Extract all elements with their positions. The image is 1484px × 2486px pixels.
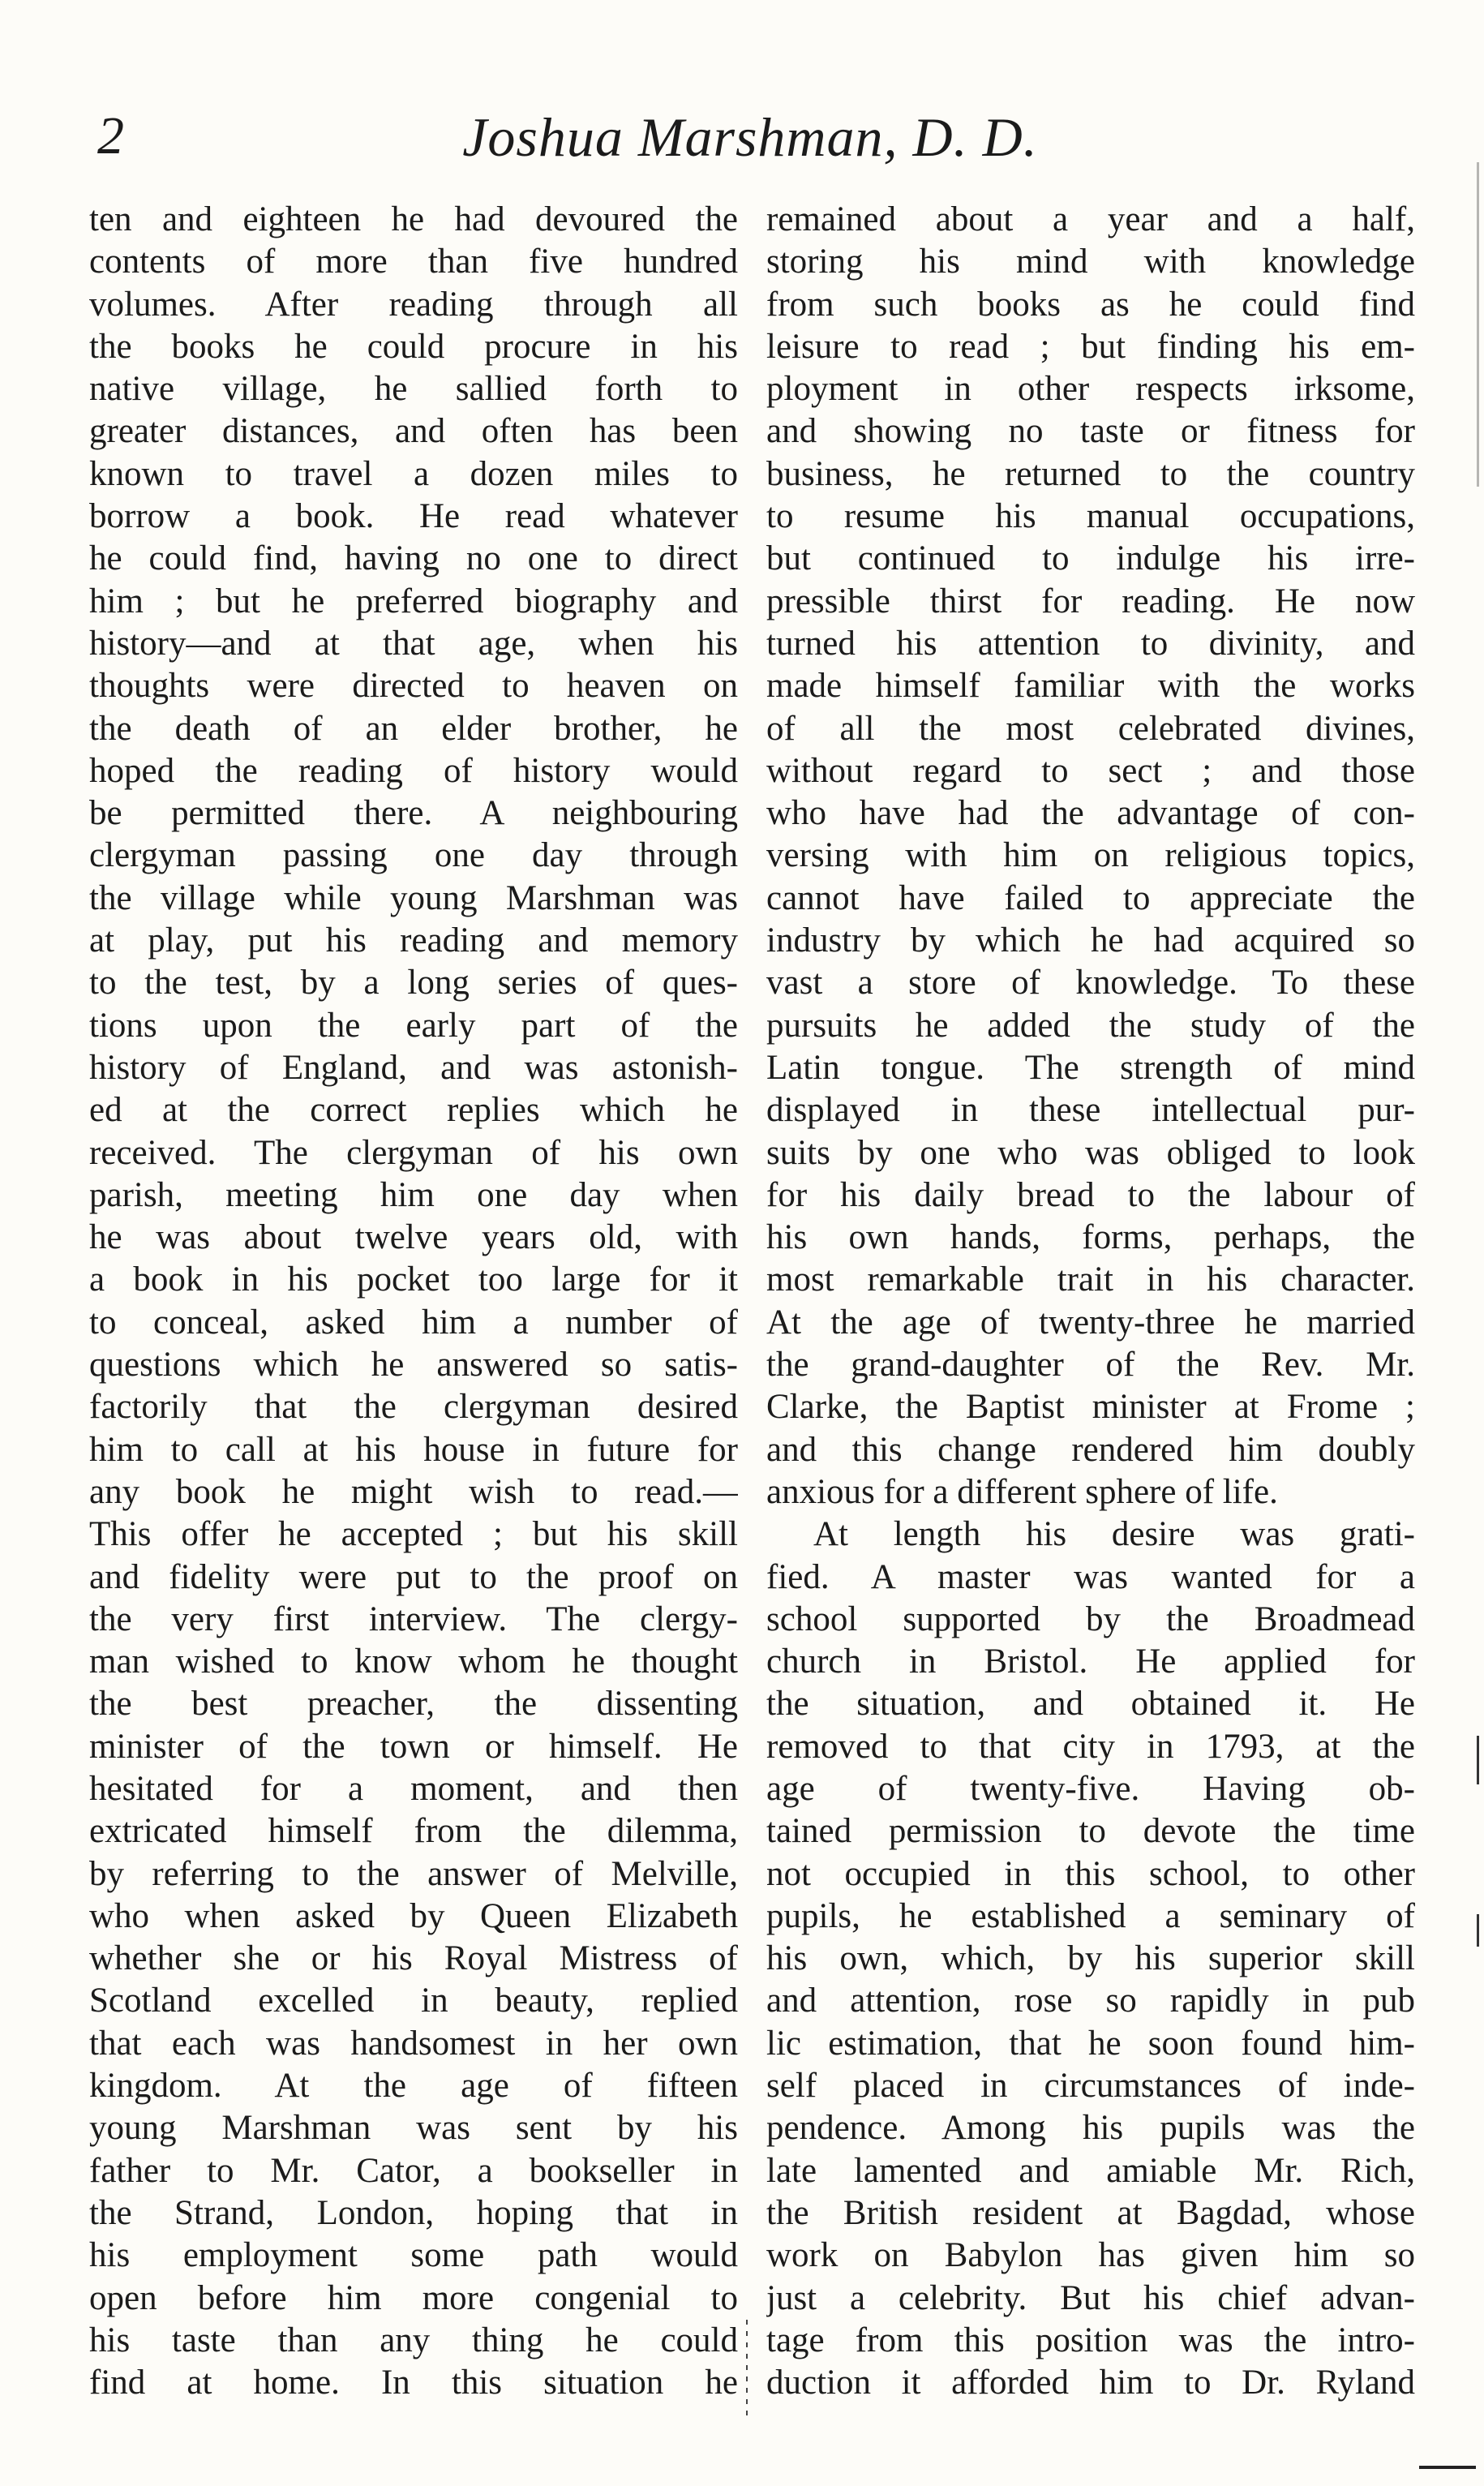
text-line: his own, which, by his superior skill [766, 1939, 1415, 1978]
text-line: known to travel a dozen miles to [89, 454, 738, 493]
text-line: hoped the reading of history would [89, 751, 738, 790]
text-line: Latin tongue. The strength of mind [766, 1048, 1415, 1087]
text-line: ten and eighteen he had devoured the [89, 200, 738, 238]
text-line: him to call at his house in future for [89, 1430, 738, 1469]
text-line: his taste than any thing he could [89, 2321, 738, 2359]
text-line: ployment in other respects irksome, [766, 370, 1415, 409]
text-line: duction it afforded him to Dr. Ryland [766, 2364, 1415, 2402]
text-line: anxious for a different sphere of life. [766, 1472, 1278, 1511]
text-line: the grand-daughter of the Rev. Mr. [766, 1346, 1415, 1385]
text-line: man wished to know whom he thought [89, 1642, 738, 1681]
text-line: tions upon the early part of the [89, 1006, 738, 1045]
text-line: not occupied in this school, to other [766, 1854, 1415, 1893]
text-line: clergyman passing one day through [89, 836, 738, 875]
text-line: remained about a year and a half, [766, 200, 1415, 238]
text-line: the situation, and obtained it. He [766, 1685, 1415, 1724]
column-divider [746, 2320, 748, 2417]
text-line: but continued to indulge his irre- [766, 539, 1415, 578]
text-line: volumes. After reading through all [89, 285, 738, 324]
text-line: age of twenty-five. Having ob- [766, 1769, 1415, 1808]
text-line: minister of the town or himself. He [89, 1727, 738, 1766]
text-line: Clarke, the Baptist minister at Frome ; [766, 1388, 1415, 1427]
text-line: and showing no taste or fitness for [766, 412, 1415, 451]
text-line: him ; but he preferred biography and [89, 582, 738, 620]
text-line: factorily that the clergyman desired [89, 1388, 738, 1427]
text-line: pursuits he added the study of the [766, 1006, 1415, 1045]
text-column-left [89, 199, 738, 2405]
text-line: the British resident at Bagdad, whose [766, 2193, 1415, 2232]
text-line: without regard to sect ; and those [766, 751, 1415, 790]
text-line: he was about twelve years old, with [89, 1218, 738, 1257]
text-line: from such books as he could find [766, 285, 1415, 324]
text-line: history of England, and was astonish- [89, 1048, 738, 1087]
text-line: displayed in these intellectual pur- [766, 1091, 1415, 1130]
text-line: be permitted there. A neighbouring [89, 794, 738, 833]
page-edge-mark [1477, 1736, 1479, 1784]
text-line: pressible thirst for reading. He now [766, 582, 1415, 620]
text-line: who have had the advantage of con- [766, 794, 1415, 833]
text-line: pupils, he established a seminary of [766, 1896, 1415, 1935]
text-line: At the age of twenty-three he married [766, 1303, 1415, 1342]
text-line: to the test, by a long series of ques- [89, 964, 738, 1003]
text-line: versing with him on religious topics, [766, 836, 1415, 875]
text-line: suits by one who was obliged to look [766, 1133, 1415, 1172]
text-line: industry by which he had acquired so [766, 921, 1415, 960]
text-line: he could find, having no one to direct [89, 539, 738, 578]
text-line: Scotland excelled in beauty, replied [89, 1982, 738, 2020]
text-line: pendence. Among his pupils was the [766, 2109, 1415, 2148]
text-line: to conceal, asked him a number of [89, 1303, 738, 1342]
text-line: contents of more than five hundred [89, 243, 738, 281]
text-line: the best preacher, the dissenting [89, 1685, 738, 1724]
text-line: borrow a book. He read whatever [89, 497, 738, 536]
text-line: questions which he answered so satis- [89, 1346, 738, 1385]
text-line: young Marshman was sent by his [89, 2109, 738, 2148]
text-line: removed to that city in 1793, at the [766, 1727, 1415, 1766]
text-line: thoughts were directed to heaven on [89, 667, 738, 706]
page-header [89, 97, 1411, 195]
text-line: his own hands, forms, perhaps, the [766, 1218, 1415, 1257]
text-line: This offer he accepted ; but his skill [89, 1515, 738, 1554]
text-line: whether she or his Royal Mistress of [89, 1939, 738, 1978]
text-line: cannot have failed to appreciate the [766, 878, 1415, 917]
text-line: father to Mr. Cator, a bookseller in [89, 2151, 738, 2190]
text-line: any book he might wish to read.— [89, 1472, 738, 1511]
text-line: vast a store of knowledge. To these [766, 964, 1415, 1003]
text-line: self placed in circumstances of inde- [766, 2067, 1415, 2106]
text-line: lic estimation, that he soon found him- [766, 2024, 1415, 2063]
text-line: at play, put his reading and memory [89, 921, 738, 960]
text-line: made himself familiar with the works [766, 667, 1415, 706]
text-line: most remarkable trait in his character. [766, 1260, 1415, 1299]
text-line: church in Bristol. He applied for [766, 1642, 1415, 1681]
text-line: parish, meeting him one day when [89, 1175, 738, 1214]
text-line: the death of an elder brother, he [89, 709, 738, 748]
text-line: received. The clergyman of his own [89, 1133, 738, 1172]
text-line: to resume his manual occupations, [766, 497, 1415, 536]
text-line: hesitated for a moment, and then [89, 1769, 738, 1808]
text-line: late lamented and amiable Mr. Rich, [766, 2151, 1415, 2190]
text-line: kingdom. At the age of fifteen [89, 2067, 738, 2106]
page-number: 2 [97, 106, 124, 165]
text-line: greater distances, and often has been [89, 412, 738, 451]
page-edge-mark [1477, 162, 1479, 487]
text-column-right [766, 199, 1415, 2405]
text-line: tained permission to devote the time [766, 1812, 1415, 1851]
text-line: storing his mind with knowledge [766, 243, 1415, 281]
text-line: and this change rendered him doubly [766, 1430, 1415, 1469]
text-line: leisure to read ; but finding his em- [766, 327, 1415, 366]
running-title: Joshua Marshman, D. D. [462, 106, 1038, 168]
text-line: the books he could procure in his [89, 327, 738, 366]
text-line: At length his desire was grati- [813, 1515, 1415, 1554]
text-line: the village while young Marshman was [89, 878, 738, 917]
page-edge-mark [1419, 2466, 1476, 2469]
text-line: school supported by the Broadmead [766, 1599, 1415, 1638]
text-line: tage from this position was the intro- [766, 2321, 1415, 2359]
text-line: fied. A master was wanted for a [766, 1557, 1415, 1596]
text-line: turned his attention to divinity, and [766, 624, 1415, 663]
text-line: and fidelity were put to the proof on [89, 1557, 738, 1596]
text-line: ed at the correct replies which he [89, 1091, 738, 1130]
text-line: his employment some path would [89, 2236, 738, 2275]
text-line: the very first interview. The clergy- [89, 1599, 738, 1638]
page-edge-mark [1477, 1914, 1479, 1947]
text-line: and attention, rose so rapidly in pub [766, 1982, 1415, 2020]
text-line: just a celebrity. But his chief advan- [766, 2278, 1415, 2317]
text-line: extricated himself from the dilemma, [89, 1812, 738, 1851]
text-line: who when asked by Queen Elizabeth [89, 1896, 738, 1935]
text-line: by referring to the answer of Melville, [89, 1854, 738, 1893]
text-line: open before him more congenial to [89, 2278, 738, 2317]
text-line: business, he returned to the country [766, 454, 1415, 493]
text-line: find at home. In this situation he [89, 2364, 738, 2402]
text-line: the Strand, London, hoping that in [89, 2193, 738, 2232]
text-line: a book in his pocket too large for it [89, 1260, 738, 1299]
text-line: of all the most celebrated divines, [766, 709, 1415, 748]
text-line: for his daily bread to the labour of [766, 1175, 1415, 1214]
text-line: history—and at that age, when his [89, 624, 738, 663]
text-line: native village, he sallied forth to [89, 370, 738, 409]
text-line: that each was handsomest in her own [89, 2024, 738, 2063]
text-line: work on Babylon has given him so [766, 2236, 1415, 2275]
